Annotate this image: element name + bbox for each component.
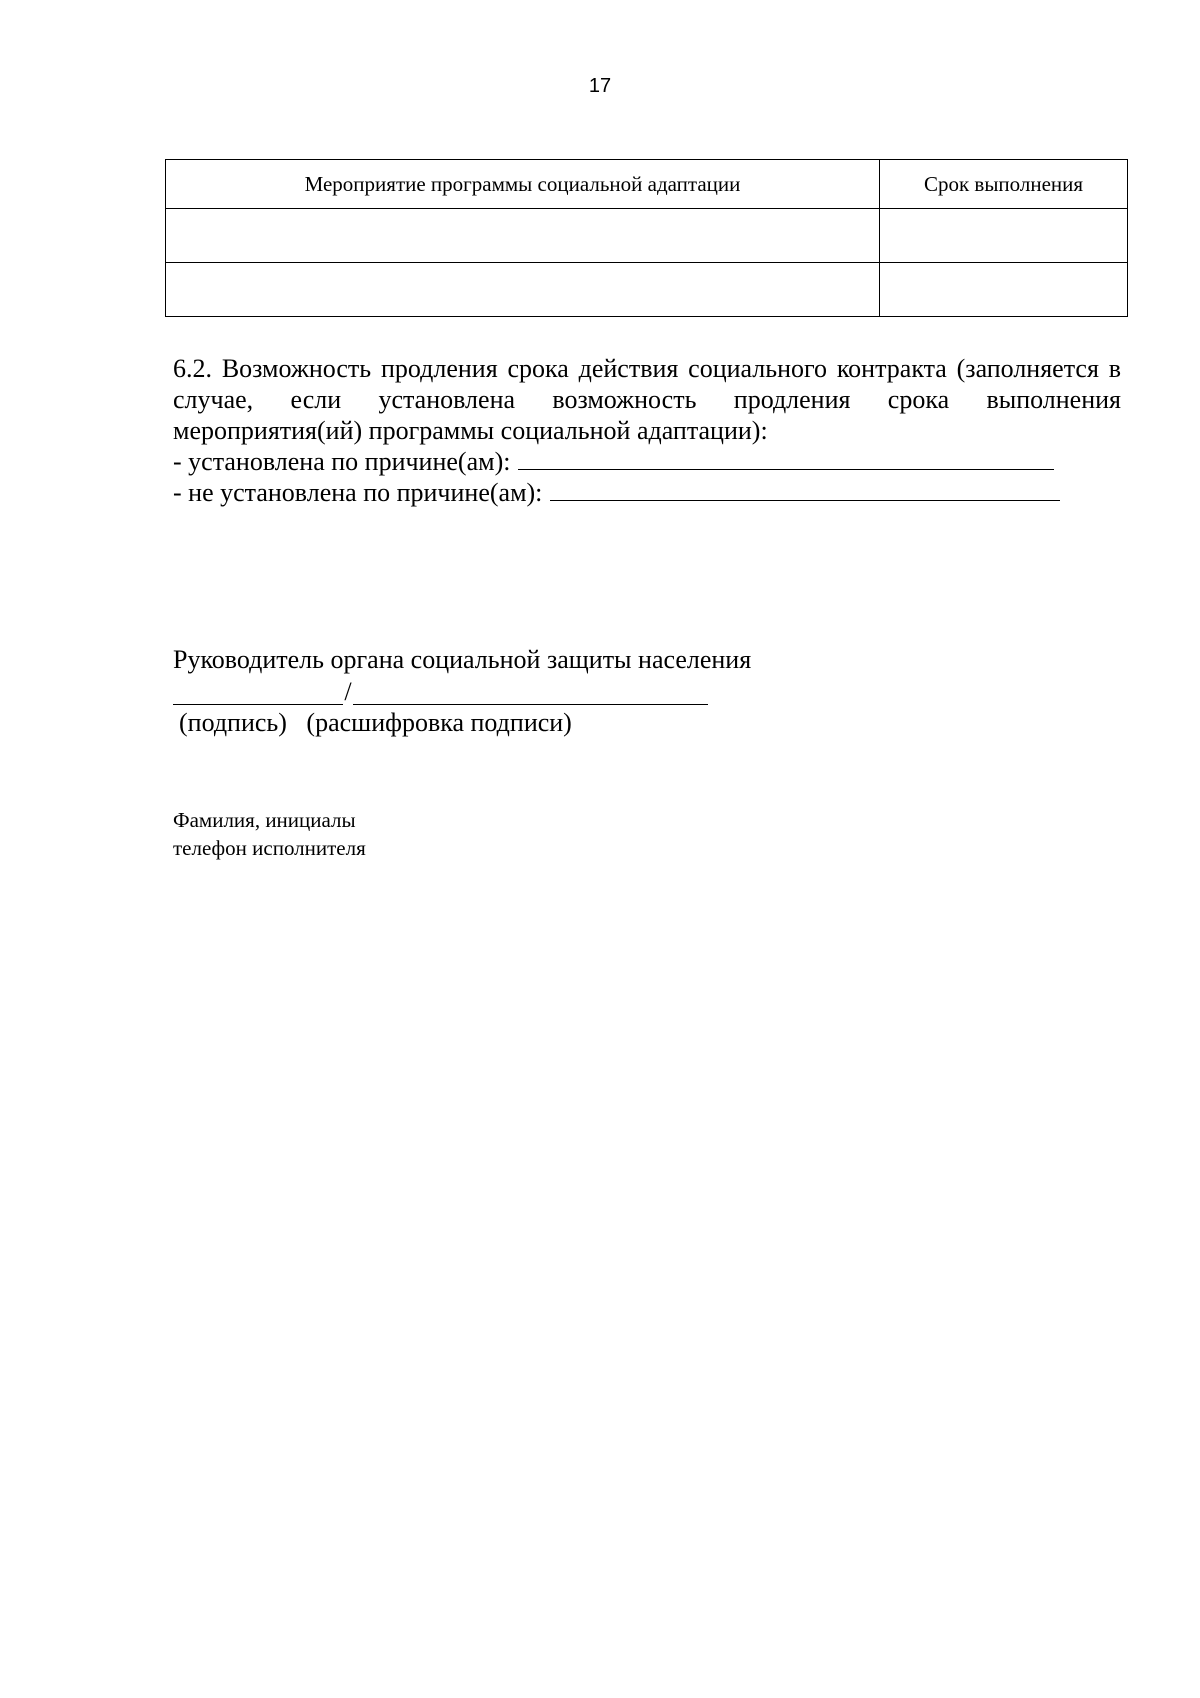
executor-name-label: Фамилия, инициалы — [173, 808, 356, 832]
signature-block — [173, 644, 751, 738]
not-established-reason-field[interactable] — [550, 478, 1060, 501]
table-row — [166, 263, 1128, 317]
extension-section — [173, 353, 1121, 508]
not-established-line — [173, 477, 1121, 508]
table-row — [166, 209, 1128, 263]
signature-field[interactable] — [173, 682, 343, 705]
table-cell-activity[interactable] — [166, 209, 880, 263]
signature-slash: / — [344, 677, 352, 706]
table-cell-deadline[interactable] — [880, 263, 1128, 317]
table-header-row — [166, 160, 1128, 209]
signature-decoding-field[interactable] — [353, 682, 708, 705]
section-paragraph: 6.2. Возможность продления срока действия социального контракта (заполняется в случае, если установлена возможность продления срока выполнения мероприятия(ий) программы социальной адаптации): — [173, 354, 1121, 445]
table-cell-activity[interactable] — [166, 263, 880, 317]
executor-info — [173, 806, 366, 862]
signature-title: Руководитель органа социальной защиты населения — [173, 645, 752, 674]
table-cell-deadline[interactable] — [880, 209, 1128, 263]
executor-phone-label: телефон исполнителя — [173, 836, 366, 860]
page-number: 17 — [588, 75, 612, 97]
activities-table — [165, 159, 1128, 317]
header-deadline: Срок выполнения — [880, 160, 1128, 209]
not-established-label: - не установлена по причине(ам): — [173, 478, 543, 507]
established-reason-field[interactable] — [518, 447, 1054, 470]
signature-lines — [173, 675, 751, 705]
header-activity: Мероприятие программы социальной адаптации — [166, 160, 880, 209]
established-label: - установлена по причине(ам): — [173, 447, 511, 476]
established-line — [173, 446, 1121, 477]
signature-captions: (подпись) (расшифровка подписи) — [179, 708, 572, 737]
